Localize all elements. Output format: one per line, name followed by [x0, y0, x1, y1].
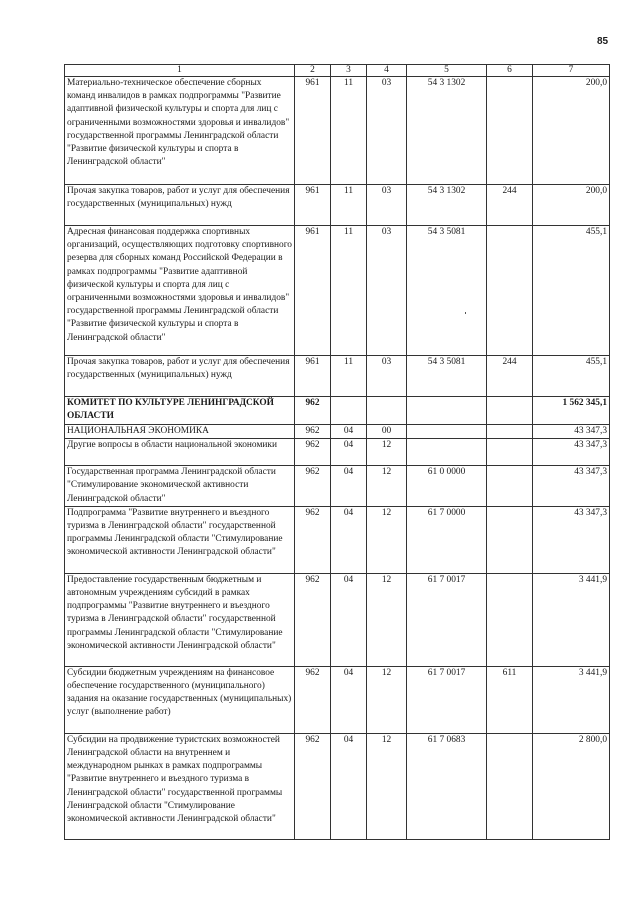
table-row	[65, 397, 610, 425]
row-amount: 1 562 345,1	[533, 397, 610, 425]
row-description: Субсидии бюджетным учреждениям на финансовое обеспечение государственного (муниципального) задания на оказание государственных (муниципальных) услуг (выполнение работ)	[65, 666, 295, 733]
table-row	[65, 666, 610, 733]
row-expense-type: 244	[487, 356, 533, 397]
row-description: Предоставление государственным бюджетным и автономным учреждениям субсидий в рамках подпрограммы "Развитие внутреннего и въездного туризма в Ленинградской области" государственной программы Ленинградской области "Стимулирование экономической активности Ленинградской области"	[65, 573, 295, 666]
stray-mark	[465, 312, 466, 314]
row-section-code: 04	[331, 666, 367, 733]
row-amount: 43 347,3	[533, 425, 610, 439]
budget-table	[64, 64, 610, 840]
row-subsection-code: 12	[367, 439, 407, 466]
row-subsection-code: 03	[367, 356, 407, 397]
row-section-code: 11	[331, 77, 367, 185]
row-expense-type	[487, 226, 533, 356]
row-description: Прочая закупка товаров, работ и услуг для обеспечения государственных (муниципальных) нужд	[65, 356, 295, 397]
row-description: Другие вопросы в области национальной экономики	[65, 439, 295, 466]
col-header-4: 4	[367, 65, 407, 77]
row-subsection-code: 12	[367, 506, 407, 573]
row-section-code: 11	[331, 356, 367, 397]
col-header-6: 6	[487, 65, 533, 77]
row-expense-type	[487, 77, 533, 185]
row-subsection-code: 03	[367, 226, 407, 356]
row-expense-type	[487, 466, 533, 507]
row-description: Подпрограмма "Развитие внутреннего и въездного туризма в Ленинградской области" государственной программы Ленинградской области "Стимулирование экономической активности Ленинградской области"	[65, 506, 295, 573]
table-row	[65, 506, 610, 573]
row-description: Адресная финансовая поддержка спортивных организаций, осуществляющих подготовку спортивного резерва для сборных команд Российской Федерации в рамках подпрограммы "Развитие адаптивной физической культуры и спорта для лиц с ограниченными возможностями здоровья и инвалидов" государственной программы Ленинградской области "Развитие физической культуры и спорта в Ленинградской области"	[65, 226, 295, 356]
row-ministry-code: 962	[295, 466, 331, 507]
col-header-5: 5	[407, 65, 487, 77]
row-amount: 43 347,3	[533, 466, 610, 507]
col-header-7: 7	[533, 65, 610, 77]
row-expense-type	[487, 506, 533, 573]
table-row	[65, 733, 610, 839]
row-description: Государственная программа Ленинградской области "Стимулирование экономической активности Ленинградской области"	[65, 466, 295, 507]
col-header-1: 1	[65, 65, 295, 77]
row-target-code: 61 7 0017	[407, 573, 487, 666]
table-row	[65, 226, 610, 356]
row-target-code: 61 0 0000	[407, 466, 487, 507]
row-subsection-code	[367, 397, 407, 425]
row-section-code	[331, 397, 367, 425]
row-target-code: 61 7 0683	[407, 733, 487, 839]
row-subsection-code: 00	[367, 425, 407, 439]
row-ministry-code: 962	[295, 573, 331, 666]
row-subsection-code: 12	[367, 666, 407, 733]
table-row	[65, 573, 610, 666]
row-target-code: 54 3 1302	[407, 185, 487, 226]
table-header-row	[65, 65, 610, 77]
table-body	[65, 77, 610, 840]
row-ministry-code: 962	[295, 666, 331, 733]
table-row	[65, 77, 610, 185]
page-number: 85	[597, 36, 609, 47]
row-description: НАЦИОНАЛЬНАЯ ЭКОНОМИКА	[65, 425, 295, 439]
row-description: Субсидии на продвижение туристских возможностей Ленинградской области на внутреннем и международном рынках в рамках подпрограммы "Развитие внутреннего и въездного туризма в Ленинградской области" государственной программы Ленинградской области "Стимулирование экономической активности Ленинградской области"	[65, 733, 295, 839]
row-expense-type	[487, 425, 533, 439]
row-amount: 200,0	[533, 77, 610, 185]
row-section-code: 04	[331, 425, 367, 439]
row-amount: 2 800,0	[533, 733, 610, 839]
row-amount: 43 347,3	[533, 506, 610, 573]
row-target-code: 61 7 0000	[407, 506, 487, 573]
row-ministry-code: 961	[295, 77, 331, 185]
table-row	[65, 185, 610, 226]
row-target-code: 61 7 0017	[407, 666, 487, 733]
row-target-code: 54 3 5081	[407, 356, 487, 397]
row-amount: 3 441,9	[533, 666, 610, 733]
col-header-3: 3	[331, 65, 367, 77]
row-target-code	[407, 425, 487, 439]
row-subsection-code: 12	[367, 466, 407, 507]
row-target-code: 54 3 1302	[407, 77, 487, 185]
row-expense-type: 611	[487, 666, 533, 733]
row-section-code: 11	[331, 226, 367, 356]
row-expense-type	[487, 397, 533, 425]
row-description: Материально-техническое обеспечение сборных команд инвалидов в рамках подпрограммы "Развитие адаптивной физической культуры и спорта для лиц с ограниченными возможностями здоровья и инвалидов" государственной программы Ленинградской области "Развитие физической культуры и спорта в Ленинградской области"	[65, 77, 295, 185]
row-ministry-code: 961	[295, 185, 331, 226]
row-amount: 3 441,9	[533, 573, 610, 666]
row-ministry-code: 962	[295, 506, 331, 573]
row-ministry-code: 962	[295, 425, 331, 439]
row-target-code	[407, 397, 487, 425]
row-subsection-code: 03	[367, 185, 407, 226]
table-row	[65, 466, 610, 507]
row-section-code: 04	[331, 733, 367, 839]
row-description: Прочая закупка товаров, работ и услуг для обеспечения государственных (муниципальных) нужд	[65, 185, 295, 226]
row-expense-type: 244	[487, 185, 533, 226]
row-ministry-code: 961	[295, 226, 331, 356]
table-row	[65, 425, 610, 439]
row-section-code: 04	[331, 506, 367, 573]
row-section-code: 11	[331, 185, 367, 226]
row-target-code	[407, 439, 487, 466]
row-subsection-code: 03	[367, 77, 407, 185]
row-ministry-code: 962	[295, 733, 331, 839]
row-ministry-code: 962	[295, 439, 331, 466]
row-amount: 43 347,3	[533, 439, 610, 466]
row-description: КОМИТЕТ ПО КУЛЬТУРЕ ЛЕНИНГРАДСКОЙ ОБЛАСТИ	[65, 397, 295, 425]
row-section-code: 04	[331, 466, 367, 507]
row-amount: 200,0	[533, 185, 610, 226]
row-ministry-code: 961	[295, 356, 331, 397]
row-target-code: 54 3 5081	[407, 226, 487, 356]
row-expense-type	[487, 733, 533, 839]
row-subsection-code: 12	[367, 733, 407, 839]
table-row	[65, 439, 610, 466]
row-ministry-code: 962	[295, 397, 331, 425]
row-subsection-code: 12	[367, 573, 407, 666]
row-expense-type	[487, 573, 533, 666]
table-row	[65, 356, 610, 397]
row-amount: 455,1	[533, 356, 610, 397]
row-section-code: 04	[331, 573, 367, 666]
row-amount: 455,1	[533, 226, 610, 356]
row-section-code: 04	[331, 439, 367, 466]
row-expense-type	[487, 439, 533, 466]
col-header-2: 2	[295, 65, 331, 77]
